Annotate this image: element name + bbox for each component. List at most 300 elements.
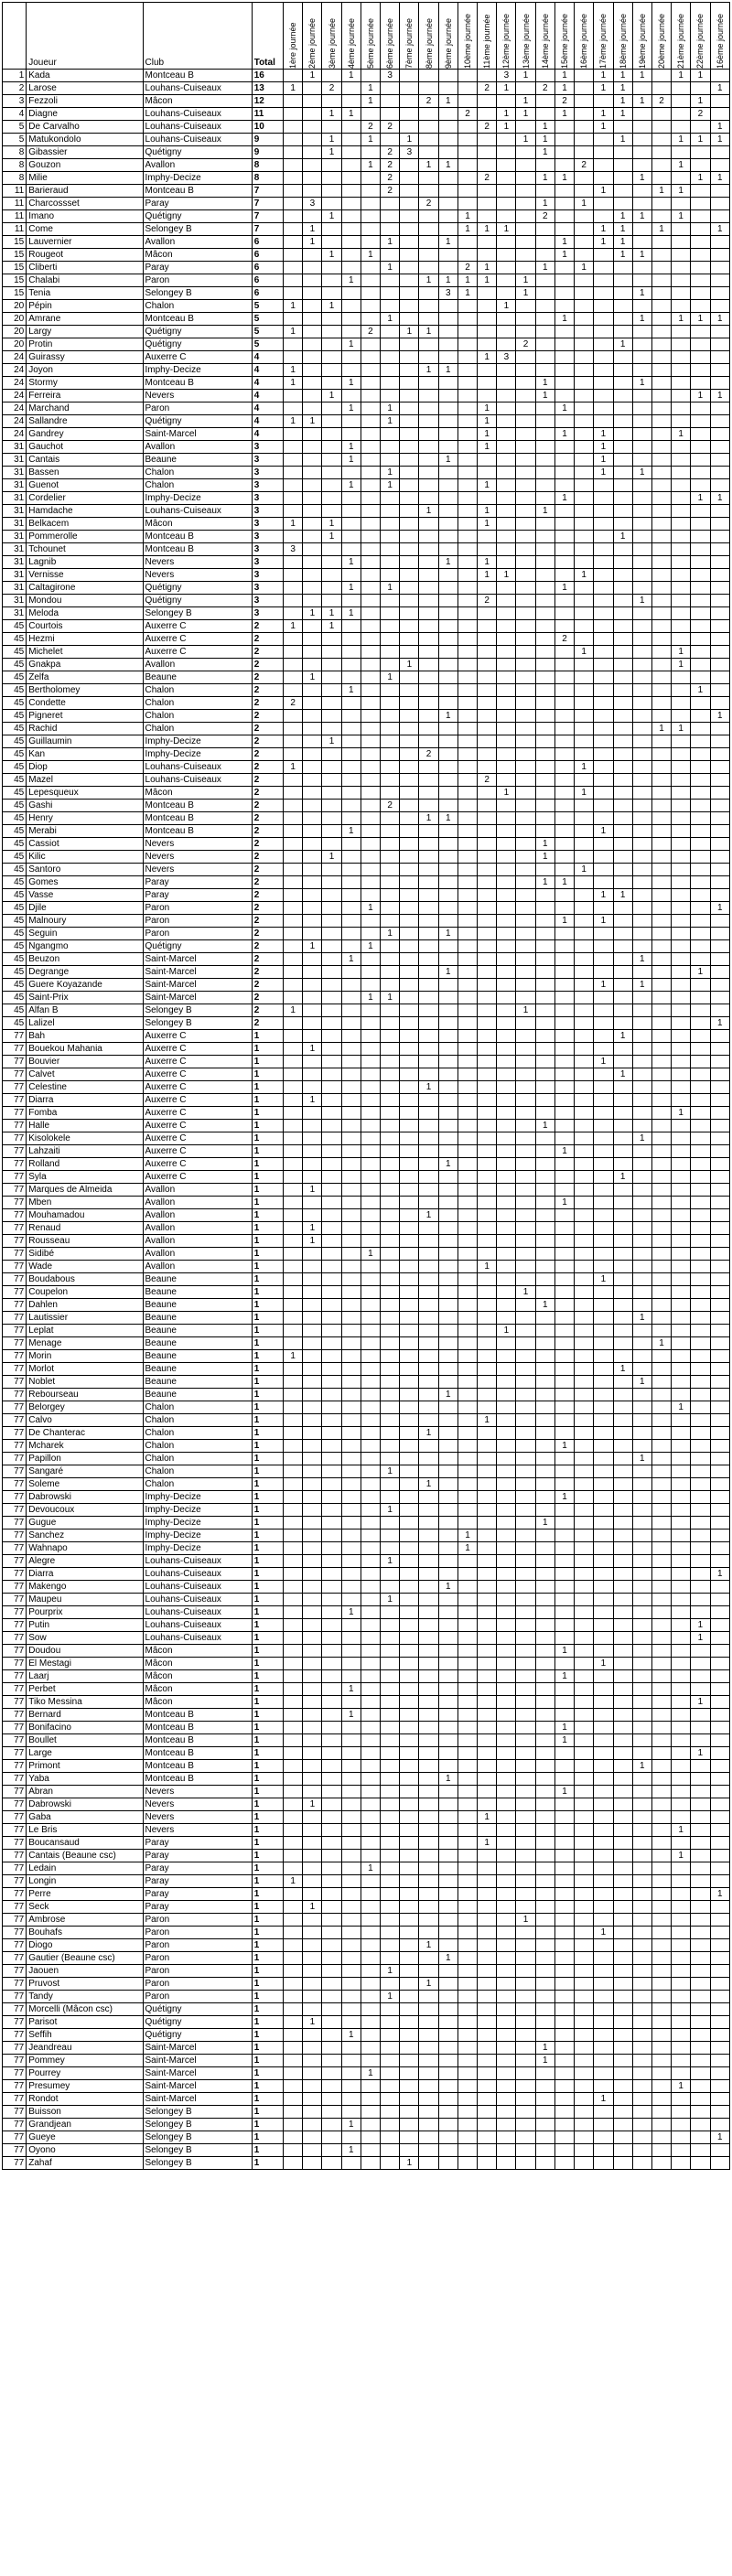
round-header — [478, 3, 497, 70]
goal-cell — [381, 1683, 400, 1696]
goal-cell — [632, 1773, 651, 1786]
goal-cell — [710, 415, 729, 428]
club-cell: Montceau B — [143, 531, 252, 543]
goal-cell — [672, 556, 691, 569]
goal-cell: 1 — [691, 70, 710, 82]
goal-cell — [322, 2042, 341, 2055]
goal-cell — [651, 1952, 671, 1965]
goal-cell — [672, 620, 691, 633]
goal-cell — [361, 851, 380, 864]
goal-cell — [554, 364, 574, 377]
goal-cell — [303, 1517, 322, 1530]
goal-cell — [419, 351, 438, 364]
goal-cell — [672, 1004, 691, 1017]
goal-cell — [497, 1440, 516, 1453]
goal-cell — [575, 1068, 594, 1081]
total-cell: 3 — [252, 441, 283, 454]
goal-cell — [575, 2119, 594, 2131]
total-cell: 2 — [252, 876, 283, 889]
table-row — [3, 1594, 730, 1606]
goal-cell — [284, 915, 303, 928]
goal-cell — [284, 1824, 303, 1837]
goal-cell — [613, 2016, 632, 2029]
goal-cell — [284, 2157, 303, 2170]
table-row — [3, 1875, 730, 1888]
goal-cell: 1 — [594, 1056, 613, 1068]
goal-cell — [497, 582, 516, 595]
player-cell: Bertholomey — [27, 684, 143, 697]
goal-cell — [691, 1376, 710, 1389]
goal-cell — [284, 1197, 303, 1209]
goal-cell — [672, 1722, 691, 1734]
rank-cell: 77 — [3, 1030, 27, 1043]
goal-cell: 1 — [478, 428, 497, 441]
goal-cell — [341, 1465, 361, 1478]
goal-cell — [322, 1722, 341, 1734]
goal-cell — [691, 121, 710, 134]
goal-cell — [594, 2157, 613, 2170]
goal-cell — [575, 940, 594, 953]
goal-cell — [419, 1991, 438, 2003]
goal-cell — [632, 1914, 651, 1927]
goal-cell — [651, 2029, 671, 2042]
goal-cell — [497, 1862, 516, 1875]
goal-cell — [458, 1824, 477, 1837]
total-cell: 2 — [252, 928, 283, 940]
club-cell: Chalon — [143, 1478, 252, 1491]
goal-cell — [497, 1209, 516, 1222]
goal-cell — [651, 1248, 671, 1261]
club-cell: Chalon — [143, 479, 252, 492]
top-scorers-table — [2, 2, 730, 2170]
goal-cell — [284, 2029, 303, 2042]
goal-cell — [613, 1209, 632, 1222]
goal-cell — [438, 1273, 458, 1286]
goal-cell — [381, 607, 400, 620]
goal-cell — [341, 1875, 361, 1888]
goal-cell — [400, 1145, 419, 1158]
table-row — [3, 121, 730, 134]
goal-cell — [613, 1530, 632, 1542]
goal-cell: 1 — [651, 185, 671, 198]
goal-cell — [284, 1581, 303, 1594]
goal-cell: 1 — [381, 236, 400, 249]
goal-cell — [632, 966, 651, 979]
round-header-label: 5ème journée — [365, 17, 375, 69]
goal-cell — [419, 1517, 438, 1530]
goal-cell: 1 — [322, 851, 341, 864]
goal-cell — [361, 1094, 380, 1107]
goal-cell: 1 — [322, 108, 341, 121]
club-cell: Saint-Marcel — [143, 966, 252, 979]
goal-cell — [400, 1299, 419, 1312]
goal-cell — [322, 1171, 341, 1184]
goal-cell — [575, 2029, 594, 2042]
player-cell: Sangaré — [27, 1465, 143, 1478]
goal-cell: 2 — [554, 633, 574, 646]
goal-cell — [438, 1901, 458, 1914]
goal-cell — [497, 262, 516, 274]
goal-cell: 1 — [303, 1222, 322, 1235]
goal-cell — [419, 1261, 438, 1273]
goal-cell — [535, 1952, 554, 1965]
goal-cell — [575, 1747, 594, 1760]
goal-cell — [632, 1837, 651, 1850]
rank-cell: 31 — [3, 441, 27, 454]
table-row — [3, 159, 730, 172]
goal-cell — [497, 992, 516, 1004]
goal-cell — [554, 351, 574, 364]
goal-cell — [613, 1478, 632, 1491]
goal-cell — [284, 1389, 303, 1401]
club-cell: Louhans-Cuiseaux — [143, 108, 252, 121]
goal-cell: 1 — [341, 377, 361, 390]
goal-cell — [710, 761, 729, 774]
player-cell: Sidibé — [27, 1248, 143, 1261]
table-row — [3, 1081, 730, 1094]
goal-cell — [613, 1491, 632, 1504]
goal-cell — [361, 748, 380, 761]
total-cell: 3 — [252, 595, 283, 607]
goal-cell — [710, 2029, 729, 2042]
goal-cell — [632, 697, 651, 710]
rank-cell: 24 — [3, 390, 27, 402]
goal-cell — [284, 1158, 303, 1171]
goal-cell — [478, 1645, 497, 1658]
goal-cell — [672, 876, 691, 889]
goal-cell — [632, 1645, 651, 1658]
goal-cell — [516, 966, 535, 979]
goal-cell — [613, 838, 632, 851]
goal-cell — [613, 1248, 632, 1261]
goal-cell — [516, 2106, 535, 2119]
goal-cell — [672, 121, 691, 134]
player-cell: Renaud — [27, 1222, 143, 1235]
player-cell: Beuzon — [27, 953, 143, 966]
goal-cell — [361, 1965, 380, 1978]
goal-cell — [710, 800, 729, 812]
table-row — [3, 748, 730, 761]
goal-cell — [478, 2080, 497, 2093]
goal-cell — [691, 953, 710, 966]
goal-cell — [672, 1773, 691, 1786]
total-cell: 1 — [252, 1978, 283, 1991]
goal-cell — [341, 1581, 361, 1594]
goal-cell — [438, 1658, 458, 1670]
goal-cell — [400, 1376, 419, 1389]
goal-cell — [651, 364, 671, 377]
goal-cell — [632, 1184, 651, 1197]
goal-cell — [438, 1555, 458, 1568]
goal-cell — [341, 569, 361, 582]
rank-cell: 77 — [3, 1068, 27, 1081]
goal-cell — [478, 1273, 497, 1286]
total-cell: 1 — [252, 1914, 283, 1927]
goal-cell: 3 — [497, 70, 516, 82]
goal-cell — [651, 2119, 671, 2131]
goal-cell — [535, 441, 554, 454]
goal-cell: 1 — [458, 1542, 477, 1555]
goal-cell — [303, 1594, 322, 1606]
goal-cell — [341, 531, 361, 543]
goal-cell — [497, 2067, 516, 2080]
total-cell: 5 — [252, 326, 283, 338]
goal-cell — [672, 1632, 691, 1645]
goal-cell — [322, 1017, 341, 1030]
goal-cell — [575, 1376, 594, 1389]
total-cell: 1 — [252, 1286, 283, 1299]
goal-cell — [497, 2055, 516, 2067]
goal-cell — [284, 467, 303, 479]
goal-cell — [458, 1811, 477, 1824]
goal-cell — [419, 1145, 438, 1158]
goal-cell — [710, 2157, 729, 2170]
goal-cell — [419, 1453, 438, 1465]
goal-cell: 1 — [381, 1465, 400, 1478]
goal-cell — [613, 1632, 632, 1645]
goal-cell — [575, 1696, 594, 1709]
player-cell: Ambrose — [27, 1914, 143, 1927]
player-cell: Ferreira — [27, 390, 143, 402]
goal-cell — [632, 2157, 651, 2170]
goal-cell — [381, 1376, 400, 1389]
goal-cell — [691, 82, 710, 95]
goal-cell — [497, 390, 516, 402]
rank-cell: 77 — [3, 1927, 27, 1939]
table-row — [3, 2080, 730, 2093]
goal-cell — [516, 198, 535, 210]
player-cell: Rachid — [27, 723, 143, 735]
goal-cell — [458, 236, 477, 249]
goal-cell — [361, 1376, 380, 1389]
goal-cell — [613, 402, 632, 415]
goal-cell — [632, 787, 651, 800]
goal-cell — [284, 838, 303, 851]
rank-cell: 77 — [3, 1312, 27, 1325]
goal-cell — [303, 966, 322, 979]
goal-cell — [381, 787, 400, 800]
goal-cell — [400, 1389, 419, 1401]
goal-cell — [691, 812, 710, 825]
goal-cell — [341, 1363, 361, 1376]
goal-cell: 1 — [341, 607, 361, 620]
player-cell: Soleme — [27, 1478, 143, 1491]
goal-cell — [438, 1824, 458, 1837]
goal-cell — [672, 1683, 691, 1696]
goal-cell — [341, 1414, 361, 1427]
total-cell: 3 — [252, 467, 283, 479]
goal-cell — [710, 2016, 729, 2029]
goal-cell — [497, 1222, 516, 1235]
goal-cell — [458, 2055, 477, 2067]
goal-cell — [400, 1811, 419, 1824]
goal-cell — [381, 351, 400, 364]
goal-cell: 1 — [632, 1376, 651, 1389]
goal-cell — [575, 1658, 594, 1670]
goal-cell — [419, 172, 438, 185]
player-cell: Protin — [27, 338, 143, 351]
goal-cell — [341, 518, 361, 531]
goal-cell — [651, 121, 671, 134]
goal-cell — [284, 1017, 303, 1030]
goal-cell — [284, 1094, 303, 1107]
goal-cell — [672, 108, 691, 121]
goal-cell — [516, 1248, 535, 1261]
total-cell: 1 — [252, 2016, 283, 2029]
goal-cell — [458, 1414, 477, 1427]
player-cell: Tenia — [27, 287, 143, 300]
goal-cell — [594, 1299, 613, 1312]
goal-cell — [458, 1004, 477, 1017]
goal-cell — [284, 505, 303, 518]
table-row — [3, 1837, 730, 1850]
goal-cell — [651, 1401, 671, 1414]
goal-cell — [594, 146, 613, 159]
goal-cell — [613, 1465, 632, 1478]
goal-cell — [710, 1670, 729, 1683]
goal-cell — [303, 2157, 322, 2170]
goal-cell — [497, 402, 516, 415]
goal-cell: 2 — [516, 338, 535, 351]
goal-cell — [710, 1645, 729, 1658]
player-cell: Rebourseau — [27, 1389, 143, 1401]
goal-cell — [554, 2093, 574, 2106]
round-header-label: 19ème journée — [637, 13, 647, 69]
club-cell: Louhans-Cuiseaux — [143, 121, 252, 134]
goal-cell — [400, 1081, 419, 1094]
goal-cell — [672, 467, 691, 479]
goal-cell: 1 — [341, 582, 361, 595]
goal-cell — [594, 1670, 613, 1683]
goal-cell — [594, 1760, 613, 1773]
table-row — [3, 1619, 730, 1632]
goal-cell — [303, 697, 322, 710]
goal-cell — [438, 185, 458, 198]
goal-cell — [516, 543, 535, 556]
goal-cell — [458, 505, 477, 518]
goal-cell — [535, 95, 554, 108]
goal-cell — [575, 697, 594, 710]
goal-cell — [691, 146, 710, 159]
goal-cell — [341, 326, 361, 338]
goal-cell — [497, 1286, 516, 1299]
goal-cell — [632, 441, 651, 454]
table-row — [3, 1363, 730, 1376]
goal-cell — [632, 492, 651, 505]
rank-cell: 77 — [3, 1427, 27, 1440]
goal-cell — [400, 864, 419, 876]
goal-cell — [419, 1581, 438, 1594]
goal-cell — [341, 940, 361, 953]
goal-cell — [632, 556, 651, 569]
goal-cell — [710, 671, 729, 684]
goal-cell — [594, 1530, 613, 1542]
goal-cell — [535, 979, 554, 992]
goal-cell — [710, 569, 729, 582]
goal-cell: 1 — [710, 390, 729, 402]
goal-cell — [478, 377, 497, 390]
goal-cell — [438, 1965, 458, 1978]
goal-cell: 1 — [535, 377, 554, 390]
goal-cell — [341, 1312, 361, 1325]
goal-cell — [381, 1401, 400, 1414]
goal-cell — [322, 710, 341, 723]
goal-cell — [284, 1478, 303, 1491]
goal-cell — [400, 1824, 419, 1837]
player-cell: Sallandre — [27, 415, 143, 428]
goal-cell — [303, 1555, 322, 1568]
goal-cell — [284, 940, 303, 953]
goal-cell: 2 — [381, 172, 400, 185]
table-row — [3, 1824, 730, 1837]
round-header — [710, 3, 729, 70]
goal-cell — [438, 1811, 458, 1824]
goal-cell — [400, 940, 419, 953]
round-header — [516, 3, 535, 70]
goal-cell — [303, 2055, 322, 2067]
goal-cell — [575, 1491, 594, 1504]
goal-cell — [322, 915, 341, 928]
goal-cell — [497, 287, 516, 300]
goal-cell: 2 — [361, 326, 380, 338]
goal-cell — [303, 1389, 322, 1401]
goal-cell — [284, 108, 303, 121]
goal-cell — [322, 1030, 341, 1043]
goal-cell — [535, 1939, 554, 1952]
goal-cell — [710, 633, 729, 646]
goal-cell — [341, 390, 361, 402]
goal-cell — [458, 1273, 477, 1286]
goal-cell — [419, 1786, 438, 1798]
goal-cell — [322, 377, 341, 390]
goal-cell — [438, 1056, 458, 1068]
goal-cell — [400, 697, 419, 710]
goal-cell — [710, 249, 729, 262]
goal-cell — [672, 812, 691, 825]
rank-cell: 77 — [3, 1773, 27, 1786]
club-cell: Mâcon — [143, 1696, 252, 1709]
goal-cell — [478, 1465, 497, 1478]
goal-cell — [535, 2131, 554, 2144]
goal-cell — [361, 1120, 380, 1132]
goal-cell — [594, 620, 613, 633]
goal-cell — [341, 1927, 361, 1939]
rank-cell: 77 — [3, 2119, 27, 2131]
rank-cell: 45 — [3, 838, 27, 851]
total-cell: 3 — [252, 479, 283, 492]
goal-cell — [458, 2029, 477, 2042]
goal-cell — [458, 864, 477, 876]
goal-cell — [516, 1568, 535, 1581]
goal-cell: 1 — [613, 236, 632, 249]
goal-cell — [575, 825, 594, 838]
goal-cell — [419, 543, 438, 556]
goal-cell — [341, 1991, 361, 2003]
goal-cell — [322, 1440, 341, 1453]
total-cell: 1 — [252, 1927, 283, 1939]
goal-cell — [438, 2029, 458, 2042]
goal-cell — [400, 1991, 419, 2003]
goal-cell: 1 — [535, 505, 554, 518]
rank-cell: 45 — [3, 1004, 27, 1017]
goal-cell — [341, 1734, 361, 1747]
goal-cell — [478, 607, 497, 620]
goal-cell — [419, 2093, 438, 2106]
goal-cell: 1 — [478, 274, 497, 287]
goal-cell — [400, 1414, 419, 1427]
goal-cell — [438, 774, 458, 787]
total-cell: 7 — [252, 198, 283, 210]
